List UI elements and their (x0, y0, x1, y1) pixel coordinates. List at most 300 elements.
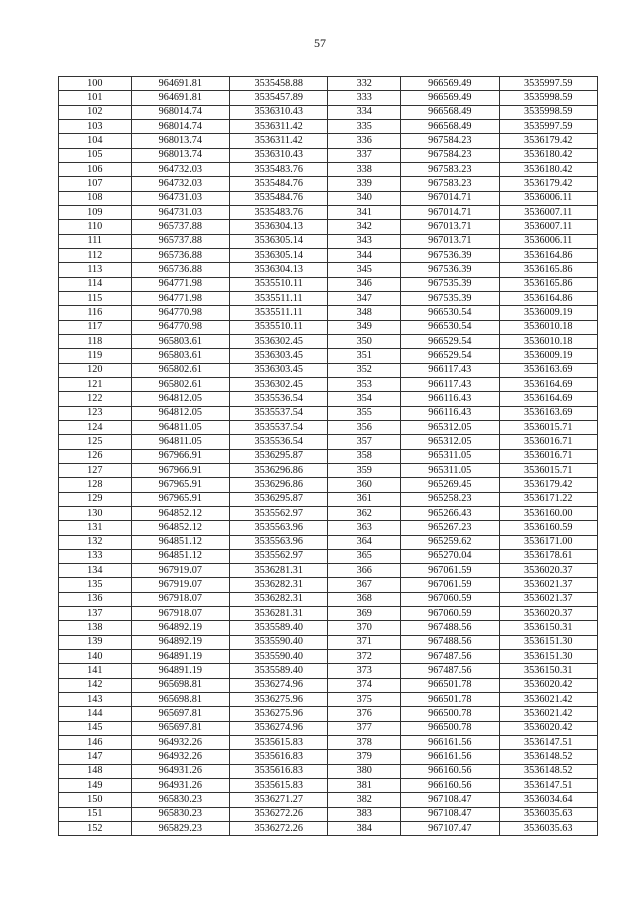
y-coordinate-cell: 3536271.27 (230, 793, 328, 807)
point-number-cell: 360 (328, 478, 401, 492)
x-coordinate-cell: 966529.54 (401, 334, 499, 348)
x-coordinate-cell: 966529.54 (401, 349, 499, 363)
coordinates-table (58, 76, 598, 836)
point-number-cell: 366 (328, 564, 401, 578)
table-row (59, 77, 598, 91)
y-coordinate-cell: 3536165.86 (499, 277, 598, 291)
table-row (59, 191, 598, 205)
y-coordinate-cell: 3536150.31 (499, 621, 598, 635)
table-row (59, 664, 598, 678)
x-coordinate-cell: 967584.23 (401, 134, 499, 148)
y-coordinate-cell: 3536010.18 (499, 334, 598, 348)
y-coordinate-cell: 3536020.37 (499, 607, 598, 621)
y-coordinate-cell: 3536171.22 (499, 492, 598, 506)
y-coordinate-cell: 3535590.40 (230, 650, 328, 664)
x-coordinate-cell: 968013.74 (131, 134, 229, 148)
point-number-cell: 105 (59, 148, 132, 162)
point-number-cell: 335 (328, 119, 401, 133)
x-coordinate-cell: 964691.81 (131, 77, 229, 91)
x-coordinate-cell: 966568.49 (401, 119, 499, 133)
x-coordinate-cell: 965266.43 (401, 506, 499, 520)
point-number-cell: 376 (328, 707, 401, 721)
x-coordinate-cell: 967919.07 (131, 578, 229, 592)
table-row (59, 721, 598, 735)
x-coordinate-cell: 967061.59 (401, 578, 499, 592)
point-number-cell: 371 (328, 635, 401, 649)
point-number-cell: 380 (328, 764, 401, 778)
x-coordinate-cell: 967487.56 (401, 664, 499, 678)
x-coordinate-cell: 967535.39 (401, 277, 499, 291)
table-row (59, 549, 598, 563)
y-coordinate-cell: 3536275.96 (230, 693, 328, 707)
y-coordinate-cell: 3536009.19 (499, 349, 598, 363)
point-number-cell: 377 (328, 721, 401, 735)
point-number-cell: 354 (328, 392, 401, 406)
table-row (59, 650, 598, 664)
x-coordinate-cell: 967583.23 (401, 177, 499, 191)
point-number-cell: 351 (328, 349, 401, 363)
point-number-cell: 384 (328, 822, 401, 836)
y-coordinate-cell: 3535484.76 (230, 177, 328, 191)
y-coordinate-cell: 3536304.13 (230, 220, 328, 234)
table-row (59, 377, 598, 391)
point-number-cell: 140 (59, 650, 132, 664)
y-coordinate-cell: 3535562.97 (230, 549, 328, 563)
table-row (59, 220, 598, 234)
y-coordinate-cell: 3536006.11 (499, 234, 598, 248)
point-number-cell: 375 (328, 693, 401, 707)
x-coordinate-cell: 965311.05 (401, 449, 499, 463)
point-number-cell: 146 (59, 736, 132, 750)
y-coordinate-cell: 3536303.45 (230, 349, 328, 363)
y-coordinate-cell: 3535997.59 (499, 119, 598, 133)
point-number-cell: 114 (59, 277, 132, 291)
y-coordinate-cell: 3536160.00 (499, 506, 598, 520)
x-coordinate-cell: 966501.78 (401, 693, 499, 707)
point-number-cell: 102 (59, 105, 132, 119)
y-coordinate-cell: 3536304.13 (230, 263, 328, 277)
point-number-cell: 139 (59, 635, 132, 649)
point-number-cell: 133 (59, 549, 132, 563)
table-row (59, 248, 598, 262)
y-coordinate-cell: 3536164.69 (499, 377, 598, 391)
table-row (59, 607, 598, 621)
y-coordinate-cell: 3536302.45 (230, 334, 328, 348)
x-coordinate-cell: 965698.81 (131, 693, 229, 707)
table-row (59, 435, 598, 449)
y-coordinate-cell: 3536148.52 (499, 764, 598, 778)
x-coordinate-cell: 965803.61 (131, 349, 229, 363)
point-number-cell: 370 (328, 621, 401, 635)
table-row (59, 263, 598, 277)
point-number-cell: 338 (328, 162, 401, 176)
point-number-cell: 130 (59, 506, 132, 520)
x-coordinate-cell: 966530.54 (401, 306, 499, 320)
y-coordinate-cell: 3536165.86 (499, 263, 598, 277)
table-row (59, 134, 598, 148)
x-coordinate-cell: 966161.56 (401, 736, 499, 750)
x-coordinate-cell: 965312.05 (401, 420, 499, 434)
point-number-cell: 346 (328, 277, 401, 291)
y-coordinate-cell: 3536305.14 (230, 248, 328, 262)
point-number-cell: 123 (59, 406, 132, 420)
point-number-cell: 113 (59, 263, 132, 277)
table-row (59, 807, 598, 821)
point-number-cell: 120 (59, 363, 132, 377)
x-coordinate-cell: 964731.03 (131, 191, 229, 205)
x-coordinate-cell: 968014.74 (131, 119, 229, 133)
y-coordinate-cell: 3536164.69 (499, 392, 598, 406)
y-coordinate-cell: 3535484.76 (230, 191, 328, 205)
x-coordinate-cell: 967488.56 (401, 635, 499, 649)
table-row (59, 234, 598, 248)
y-coordinate-cell: 3535511.11 (230, 291, 328, 305)
x-coordinate-cell: 967918.07 (131, 607, 229, 621)
x-coordinate-cell: 965736.88 (131, 248, 229, 262)
y-coordinate-cell: 3535483.76 (230, 162, 328, 176)
point-number-cell: 356 (328, 420, 401, 434)
x-coordinate-cell: 964732.03 (131, 162, 229, 176)
x-coordinate-cell: 966530.54 (401, 320, 499, 334)
x-coordinate-cell: 967060.59 (401, 607, 499, 621)
y-coordinate-cell: 3536282.31 (230, 592, 328, 606)
table-row (59, 793, 598, 807)
y-coordinate-cell: 3536021.42 (499, 693, 598, 707)
table-row (59, 592, 598, 606)
y-coordinate-cell: 3536178.61 (499, 549, 598, 563)
table-row (59, 621, 598, 635)
point-number-cell: 359 (328, 463, 401, 477)
point-number-cell: 368 (328, 592, 401, 606)
point-number-cell: 134 (59, 564, 132, 578)
x-coordinate-cell: 967966.91 (131, 449, 229, 463)
table-row (59, 707, 598, 721)
point-number-cell: 345 (328, 263, 401, 277)
point-number-cell: 138 (59, 621, 132, 635)
table-row (59, 750, 598, 764)
point-number-cell: 147 (59, 750, 132, 764)
point-number-cell: 373 (328, 664, 401, 678)
point-number-cell: 129 (59, 492, 132, 506)
x-coordinate-cell: 964691.81 (131, 91, 229, 105)
point-number-cell: 124 (59, 420, 132, 434)
x-coordinate-cell: 964931.26 (131, 779, 229, 793)
point-number-cell: 358 (328, 449, 401, 463)
y-coordinate-cell: 3536015.71 (499, 420, 598, 434)
point-number-cell: 379 (328, 750, 401, 764)
point-number-cell: 109 (59, 205, 132, 219)
point-number-cell: 363 (328, 521, 401, 535)
y-coordinate-cell: 3536016.71 (499, 435, 598, 449)
x-coordinate-cell: 968014.74 (131, 105, 229, 119)
table-row (59, 506, 598, 520)
table-row (59, 119, 598, 133)
y-coordinate-cell: 3536006.11 (499, 191, 598, 205)
y-coordinate-cell: 3536303.45 (230, 363, 328, 377)
point-number-cell: 340 (328, 191, 401, 205)
point-number-cell: 332 (328, 77, 401, 91)
x-coordinate-cell: 964891.19 (131, 650, 229, 664)
y-coordinate-cell: 3535510.11 (230, 320, 328, 334)
y-coordinate-cell: 3536020.37 (499, 564, 598, 578)
y-coordinate-cell: 3535537.54 (230, 406, 328, 420)
point-number-cell: 381 (328, 779, 401, 793)
y-coordinate-cell: 3536282.31 (230, 578, 328, 592)
y-coordinate-cell: 3536151.30 (499, 635, 598, 649)
y-coordinate-cell: 3535483.76 (230, 205, 328, 219)
y-coordinate-cell: 3536179.42 (499, 478, 598, 492)
point-number-cell: 125 (59, 435, 132, 449)
x-coordinate-cell: 964812.05 (131, 406, 229, 420)
x-coordinate-cell: 965311.05 (401, 463, 499, 477)
x-coordinate-cell: 965737.88 (131, 220, 229, 234)
point-number-cell: 100 (59, 77, 132, 91)
point-number-cell: 144 (59, 707, 132, 721)
y-coordinate-cell: 3536311.42 (230, 119, 328, 133)
table-row (59, 678, 598, 692)
y-coordinate-cell: 3535563.96 (230, 535, 328, 549)
x-coordinate-cell: 966500.78 (401, 721, 499, 735)
point-number-cell: 352 (328, 363, 401, 377)
x-coordinate-cell: 967108.47 (401, 793, 499, 807)
table-row (59, 764, 598, 778)
x-coordinate-cell: 966160.56 (401, 779, 499, 793)
table-row (59, 635, 598, 649)
y-coordinate-cell: 3536009.19 (499, 306, 598, 320)
y-coordinate-cell: 3536021.37 (499, 592, 598, 606)
table-row (59, 392, 598, 406)
x-coordinate-cell: 964811.05 (131, 435, 229, 449)
y-coordinate-cell: 3535589.40 (230, 621, 328, 635)
point-number-cell: 347 (328, 291, 401, 305)
y-coordinate-cell: 3536275.96 (230, 707, 328, 721)
point-number-cell: 115 (59, 291, 132, 305)
point-number-cell: 382 (328, 793, 401, 807)
y-coordinate-cell: 3536164.86 (499, 291, 598, 305)
y-coordinate-cell: 3536272.26 (230, 822, 328, 836)
point-number-cell: 361 (328, 492, 401, 506)
point-number-cell: 342 (328, 220, 401, 234)
point-number-cell: 106 (59, 162, 132, 176)
y-coordinate-cell: 3536020.42 (499, 721, 598, 735)
point-number-cell: 108 (59, 191, 132, 205)
y-coordinate-cell: 3535536.54 (230, 435, 328, 449)
x-coordinate-cell: 965258.23 (401, 492, 499, 506)
x-coordinate-cell: 965829.23 (131, 822, 229, 836)
point-number-cell: 362 (328, 506, 401, 520)
point-number-cell: 148 (59, 764, 132, 778)
x-coordinate-cell: 964812.05 (131, 392, 229, 406)
x-coordinate-cell: 967013.71 (401, 234, 499, 248)
x-coordinate-cell: 964892.19 (131, 621, 229, 635)
point-number-cell: 357 (328, 435, 401, 449)
point-number-cell: 127 (59, 463, 132, 477)
x-coordinate-cell: 967535.39 (401, 291, 499, 305)
x-coordinate-cell: 967965.91 (131, 492, 229, 506)
table-row (59, 693, 598, 707)
point-number-cell: 151 (59, 807, 132, 821)
y-coordinate-cell: 3536164.86 (499, 248, 598, 262)
point-number-cell: 378 (328, 736, 401, 750)
point-number-cell: 103 (59, 119, 132, 133)
table-row (59, 478, 598, 492)
table-row (59, 334, 598, 348)
y-coordinate-cell: 3535998.59 (499, 105, 598, 119)
point-number-cell: 136 (59, 592, 132, 606)
point-number-cell: 365 (328, 549, 401, 563)
point-number-cell: 149 (59, 779, 132, 793)
x-coordinate-cell: 967584.23 (401, 148, 499, 162)
point-number-cell: 348 (328, 306, 401, 320)
table-row (59, 177, 598, 191)
y-coordinate-cell: 3536034.64 (499, 793, 598, 807)
x-coordinate-cell: 964851.12 (131, 535, 229, 549)
x-coordinate-cell: 966160.56 (401, 764, 499, 778)
x-coordinate-cell: 965803.61 (131, 334, 229, 348)
x-coordinate-cell: 967060.59 (401, 592, 499, 606)
x-coordinate-cell: 966161.56 (401, 750, 499, 764)
y-coordinate-cell: 3536016.71 (499, 449, 598, 463)
y-coordinate-cell: 3535616.83 (230, 750, 328, 764)
x-coordinate-cell: 965269.45 (401, 478, 499, 492)
x-coordinate-cell: 966569.49 (401, 77, 499, 91)
point-number-cell: 111 (59, 234, 132, 248)
y-coordinate-cell: 3536295.87 (230, 449, 328, 463)
point-number-cell: 343 (328, 234, 401, 248)
x-coordinate-cell: 965802.61 (131, 377, 229, 391)
point-number-cell: 121 (59, 377, 132, 391)
y-coordinate-cell: 3536272.26 (230, 807, 328, 821)
x-coordinate-cell: 966117.43 (401, 377, 499, 391)
x-coordinate-cell: 964852.12 (131, 521, 229, 535)
x-coordinate-cell: 967583.23 (401, 162, 499, 176)
y-coordinate-cell: 3536180.42 (499, 148, 598, 162)
x-coordinate-cell: 965267.23 (401, 521, 499, 535)
x-coordinate-cell: 964732.03 (131, 177, 229, 191)
x-coordinate-cell: 966568.49 (401, 105, 499, 119)
x-coordinate-cell: 964851.12 (131, 549, 229, 563)
point-number-cell: 141 (59, 664, 132, 678)
point-number-cell: 336 (328, 134, 401, 148)
point-number-cell: 122 (59, 392, 132, 406)
point-number-cell: 364 (328, 535, 401, 549)
x-coordinate-cell: 964771.98 (131, 291, 229, 305)
x-coordinate-cell: 966116.43 (401, 406, 499, 420)
point-number-cell: 372 (328, 650, 401, 664)
table-row (59, 736, 598, 750)
table-row (59, 492, 598, 506)
point-number-cell: 119 (59, 349, 132, 363)
y-coordinate-cell: 3536015.71 (499, 463, 598, 477)
y-coordinate-cell: 3536147.51 (499, 736, 598, 750)
point-number-cell: 128 (59, 478, 132, 492)
y-coordinate-cell: 3536179.42 (499, 177, 598, 191)
y-coordinate-cell: 3536020.42 (499, 678, 598, 692)
table-row (59, 449, 598, 463)
y-coordinate-cell: 3536147.51 (499, 779, 598, 793)
y-coordinate-cell: 3535997.59 (499, 77, 598, 91)
x-coordinate-cell: 967536.39 (401, 263, 499, 277)
x-coordinate-cell: 966116.43 (401, 392, 499, 406)
table-row (59, 291, 598, 305)
x-coordinate-cell: 965736.88 (131, 263, 229, 277)
x-coordinate-cell: 967061.59 (401, 564, 499, 578)
y-coordinate-cell: 3535562.97 (230, 506, 328, 520)
x-coordinate-cell: 967965.91 (131, 478, 229, 492)
y-coordinate-cell: 3536151.30 (499, 650, 598, 664)
point-number-cell: 367 (328, 578, 401, 592)
x-coordinate-cell: 967488.56 (401, 621, 499, 635)
y-coordinate-cell: 3535458.88 (230, 77, 328, 91)
x-coordinate-cell: 967966.91 (131, 463, 229, 477)
table-row (59, 578, 598, 592)
y-coordinate-cell: 3536163.69 (499, 363, 598, 377)
y-coordinate-cell: 3536035.63 (499, 807, 598, 821)
x-coordinate-cell: 965697.81 (131, 707, 229, 721)
table-row (59, 779, 598, 793)
x-coordinate-cell: 967107.47 (401, 822, 499, 836)
y-coordinate-cell: 3536163.69 (499, 406, 598, 420)
table-row (59, 162, 598, 176)
y-coordinate-cell: 3536035.63 (499, 822, 598, 836)
point-number-cell: 112 (59, 248, 132, 262)
point-number-cell: 101 (59, 91, 132, 105)
y-coordinate-cell: 3536021.42 (499, 707, 598, 721)
x-coordinate-cell: 964731.03 (131, 205, 229, 219)
point-number-cell: 117 (59, 320, 132, 334)
point-number-cell: 350 (328, 334, 401, 348)
point-number-cell: 145 (59, 721, 132, 735)
table-row (59, 564, 598, 578)
x-coordinate-cell: 964770.98 (131, 320, 229, 334)
x-coordinate-cell: 965697.81 (131, 721, 229, 735)
y-coordinate-cell: 3535457.89 (230, 91, 328, 105)
x-coordinate-cell: 968013.74 (131, 148, 229, 162)
x-coordinate-cell: 964770.98 (131, 306, 229, 320)
y-coordinate-cell: 3535510.11 (230, 277, 328, 291)
x-coordinate-cell: 964811.05 (131, 420, 229, 434)
x-coordinate-cell: 967536.39 (401, 248, 499, 262)
y-coordinate-cell: 3536171.00 (499, 535, 598, 549)
table-row (59, 420, 598, 434)
y-coordinate-cell: 3536311.42 (230, 134, 328, 148)
y-coordinate-cell: 3536281.31 (230, 607, 328, 621)
x-coordinate-cell: 964932.26 (131, 750, 229, 764)
point-number-cell: 142 (59, 678, 132, 692)
point-number-cell: 132 (59, 535, 132, 549)
x-coordinate-cell: 967487.56 (401, 650, 499, 664)
page-number: 57 (314, 36, 326, 50)
x-coordinate-cell: 967013.71 (401, 220, 499, 234)
x-coordinate-cell: 965737.88 (131, 234, 229, 248)
y-coordinate-cell: 3536295.87 (230, 492, 328, 506)
x-coordinate-cell: 965312.05 (401, 435, 499, 449)
point-number-cell: 137 (59, 607, 132, 621)
point-number-cell: 337 (328, 148, 401, 162)
y-coordinate-cell: 3536310.43 (230, 148, 328, 162)
point-number-cell: 353 (328, 377, 401, 391)
y-coordinate-cell: 3536302.45 (230, 377, 328, 391)
y-coordinate-cell: 3535511.11 (230, 306, 328, 320)
y-coordinate-cell: 3535615.83 (230, 779, 328, 793)
y-coordinate-cell: 3535615.83 (230, 736, 328, 750)
point-number-cell: 355 (328, 406, 401, 420)
table-row (59, 363, 598, 377)
point-number-cell: 116 (59, 306, 132, 320)
point-number-cell: 126 (59, 449, 132, 463)
y-coordinate-cell: 3535589.40 (230, 664, 328, 678)
point-number-cell: 152 (59, 822, 132, 836)
